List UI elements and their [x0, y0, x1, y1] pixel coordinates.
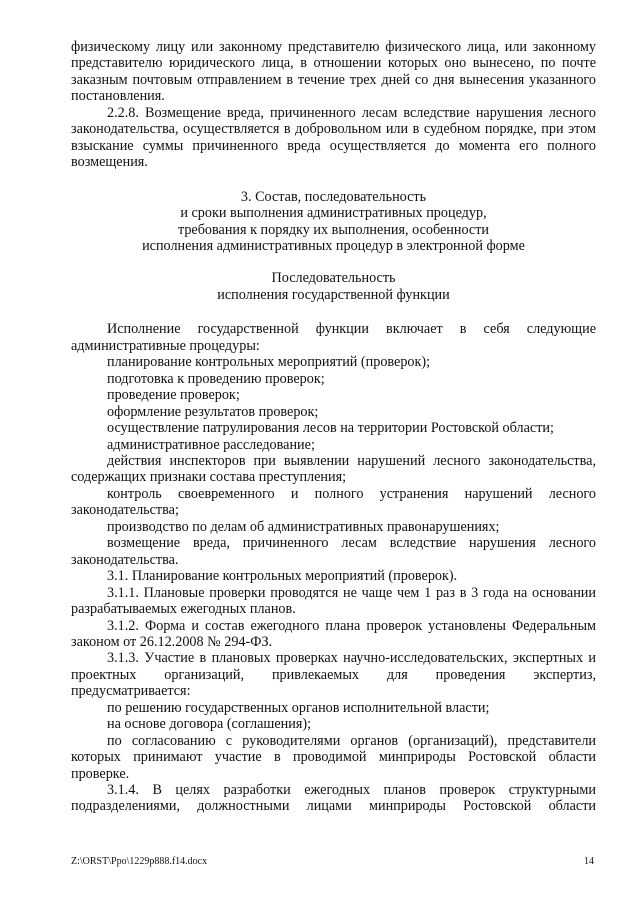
section-heading-line: требования к порядку их выполнения, особенности	[177, 221, 490, 238]
paragraph-3-1-3: 3.1.3. Участие в плановых проверках научно-исследовательских, экспертных и проектных организаций, привлекаемых для проведения экспертиз, предусматривается:	[71, 650, 596, 700]
file-path: Z:\ORST\Ppo\1229p888.f14.docx	[71, 856, 208, 867]
paragraph-2-2-8: 2.2.8. Возмещение вреда, причиненного лесам вследствие нарушения лесного законодательства, осуществляется в добровольном или в судебном порядке, при этом взыскание суммы причиненного вреда осуществляется до момента его полного возмещения.	[71, 104, 596, 171]
list-item: проведение проверок;	[107, 387, 240, 404]
list-item: осуществление патрулирования лесов на территории Ростовской области;	[107, 420, 554, 437]
list-item: оформление результатов проверок;	[107, 403, 319, 420]
list-item: контроль своевременного и полного устранения нарушений лесного законодательства;	[71, 485, 596, 519]
list-item: возмещение вреда, причиненного лесам вследствие нарушения лесного законодательства.	[71, 535, 596, 568]
list-item: планирование контрольных мероприятий (проверок);	[107, 354, 431, 371]
page-number: 14	[584, 856, 594, 867]
spacer	[71, 303, 596, 321]
paragraph-3-1-2: 3.1.2. Форма и состав ежегодного плана проверок установлены Федеральным законом от 26.12.2008 № 294-ФЗ.	[71, 617, 596, 650]
spacer	[71, 171, 596, 189]
list-item: по согласованию с руководителями органов (организаций), представители которых принимают участие в проводимой минприроды Ростовской области проверке.	[71, 732, 596, 782]
list-item: производство по делам об административных правонарушениях;	[107, 518, 500, 535]
list-item: действия инспекторов при выявлении нарушений лесного законодательства, содержащих признаки состава преступления;	[71, 452, 596, 486]
subheading-line: исполнения государственной функции	[217, 286, 450, 303]
intro-paragraph: Исполнение государственной функции включает в себя следующие административные процедуры:	[71, 321, 596, 354]
document-page	[71, 39, 596, 815]
section-heading-line: 3. Состав, последовательность	[240, 188, 427, 205]
paragraph-3-1-1: 3.1.1. Плановые проверки проводятся не чаще чем 1 раз в 3 года на основании разрабатываемых ежегодных планов.	[71, 584, 596, 618]
subheading-line: Последовательность	[271, 270, 396, 287]
list-item: на основе договора (соглашения);	[107, 716, 312, 733]
participation-list	[71, 700, 596, 782]
subheading	[71, 270, 596, 303]
list-item: по решению государственных органов исполнительной власти;	[107, 699, 490, 716]
spacer	[71, 254, 596, 270]
list-item: административное расследование;	[107, 436, 315, 453]
list-item: подготовка к проведению проверок;	[107, 370, 325, 387]
paragraph-3-1-4: 3.1.4. В целях разработки ежегодных планов проверок структурными подразделениями, должностными лицами минприроды Ростовской области	[71, 782, 596, 815]
procedure-list	[71, 354, 596, 568]
section-heading-line: и сроки выполнения административных процедур,	[180, 205, 487, 222]
paragraph-continuation: физическому лицу или законному представителю физического лица, или законному представителю юридического лица, в отношении которых оно вынесено, по почте заказным почтовым отправлением в течение трех дней со дня вынесения указанного постановления.	[71, 39, 596, 105]
section-heading-line: исполнения административных процедур в электронной форме	[142, 237, 525, 254]
section-heading	[71, 189, 596, 255]
paragraph-3-1: 3.1. Планирование контрольных мероприятий (проверок).	[107, 568, 458, 585]
